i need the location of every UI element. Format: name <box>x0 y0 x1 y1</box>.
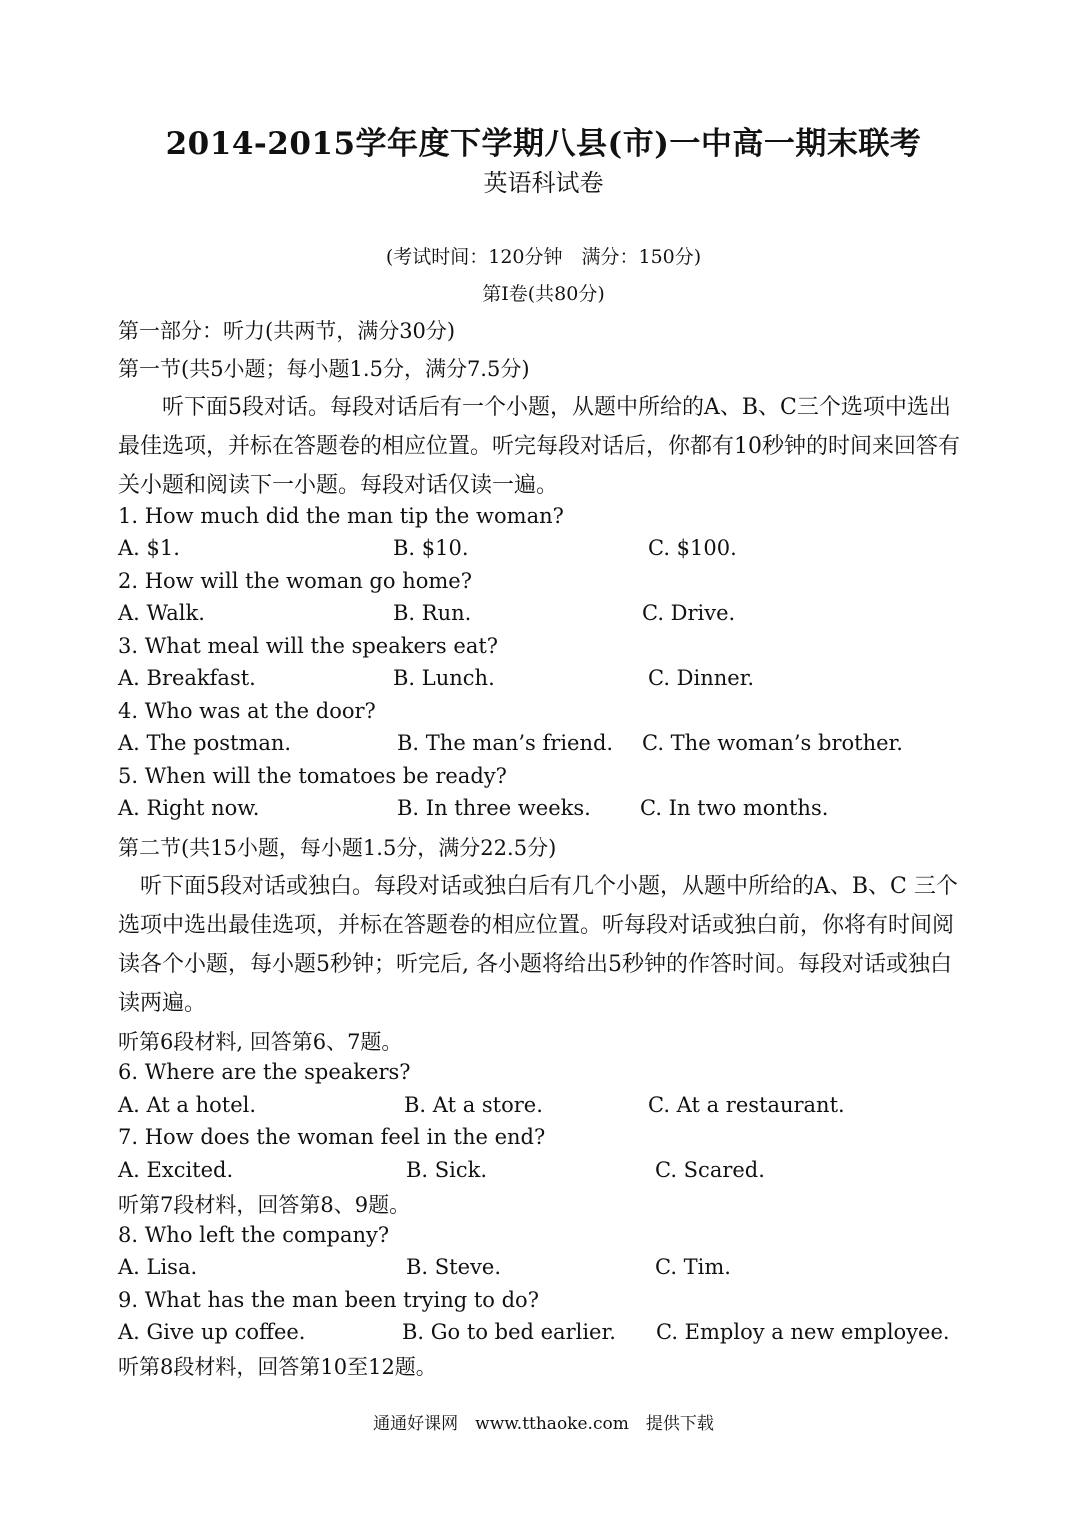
option-c: C. Drive. <box>642 601 736 625</box>
option-a: A. Lisa. <box>118 1255 198 1279</box>
page-footer: 通通好课网 www.tthaoke.com 提供下载 <box>373 1414 714 1434</box>
section1-heading: 第一节(共5小题；每小题1.5分，满分7.5分) <box>118 357 530 381</box>
option-a: A. Walk. <box>118 601 205 625</box>
option-c: C. Scared. <box>655 1158 765 1182</box>
option-a: A. At a hotel. <box>118 1093 257 1117</box>
option-c: C. Employ a new employee. <box>656 1320 950 1344</box>
exam-title: 2014-2015学年度下学期八县(市)一中高一期末联考 <box>165 126 922 162</box>
option-c: C. At a restaurant. <box>648 1093 845 1117</box>
question-stem: 5. When will the tomatoes be ready? <box>118 764 507 788</box>
option-c: C. Tim. <box>655 1255 731 1279</box>
part1-heading: 第一部分：听力(共两节，满分30分) <box>118 319 456 343</box>
option-b: B. At a store. <box>404 1093 543 1117</box>
option-b: B. Steve. <box>406 1255 502 1279</box>
section2-instructions: 听下面5段对话或独白。每段对话或独白后有几个小题，从题中所给的A、B、C 三个选项中选出最佳选项，并标在答题卷的相应位置。听每段对话或独白前，你将有时间阅读各个小题，每小题5秒钟；听完后, 各小题将给出5秒钟的作答时间。每段对话或独白读两遍。 <box>118 874 958 1016</box>
section1-instructions: 听下面5段对话。每段对话后有一个小题，从题中所给的A、B、C三个选项中选出最佳选项，并标在答题卷的相应位置。听完每段对话后，你都有10秒钟的时间来回答有关小题和阅读下一小题。每段对话仅读一遍。 <box>118 395 960 498</box>
option-b: B. Lunch. <box>393 666 495 690</box>
option-c: C. Dinner. <box>648 666 755 690</box>
question-stem: 6. Where are the speakers? <box>118 1060 411 1084</box>
section2-heading: 第二节(共15小题，每小题1.5分，满分22.5分) <box>118 836 557 860</box>
option-b: B. In three weeks. <box>397 796 591 820</box>
option-a: A. Breakfast. <box>118 666 256 690</box>
option-a: A. The postman. <box>118 731 292 755</box>
question-stem: 9. What has the man been trying to do? <box>118 1288 539 1312</box>
option-a: A. Give up coffee. <box>118 1320 306 1344</box>
option-b: B. Go to bed earlier. <box>402 1320 616 1344</box>
material-note-7: 听第7段材料，回答第8、9题。 <box>118 1193 411 1217</box>
exam-subtitle: 英语科试卷 <box>483 169 604 197</box>
option-b: B. $10. <box>393 536 469 560</box>
question-stem: 4. Who was at the door? <box>118 699 376 723</box>
question-stem: 1. How much did the man tip the woman? <box>118 504 564 528</box>
option-a: A. Right now. <box>118 796 260 820</box>
question-stem: 7. How does the woman feel in the end? <box>118 1125 546 1149</box>
option-b: B. Run. <box>393 601 472 625</box>
option-a: A. $1. <box>118 536 180 560</box>
question-stem: 2. How will the woman go home? <box>118 569 472 593</box>
material-note-6: 听第6段材料, 回答第6、7题。 <box>118 1030 403 1054</box>
option-b: B. The man’s friend. <box>397 731 614 755</box>
option-c: C. The woman’s brother. <box>642 731 903 755</box>
volume-heading: 第I卷(共80分) <box>482 283 605 305</box>
material-note-8: 听第8段材料，回答第10至12题。 <box>118 1355 437 1379</box>
option-c: C. In two months. <box>640 796 829 820</box>
question-stem: 3. What meal will the speakers eat? <box>118 634 499 658</box>
option-c: C. $100. <box>648 536 737 560</box>
exam-info: (考试时间：120分钟 满分：150分) <box>385 246 702 268</box>
option-a: A. Excited. <box>118 1158 234 1182</box>
option-b: B. Sick. <box>406 1158 488 1182</box>
question-stem: 8. Who left the company? <box>118 1223 390 1247</box>
